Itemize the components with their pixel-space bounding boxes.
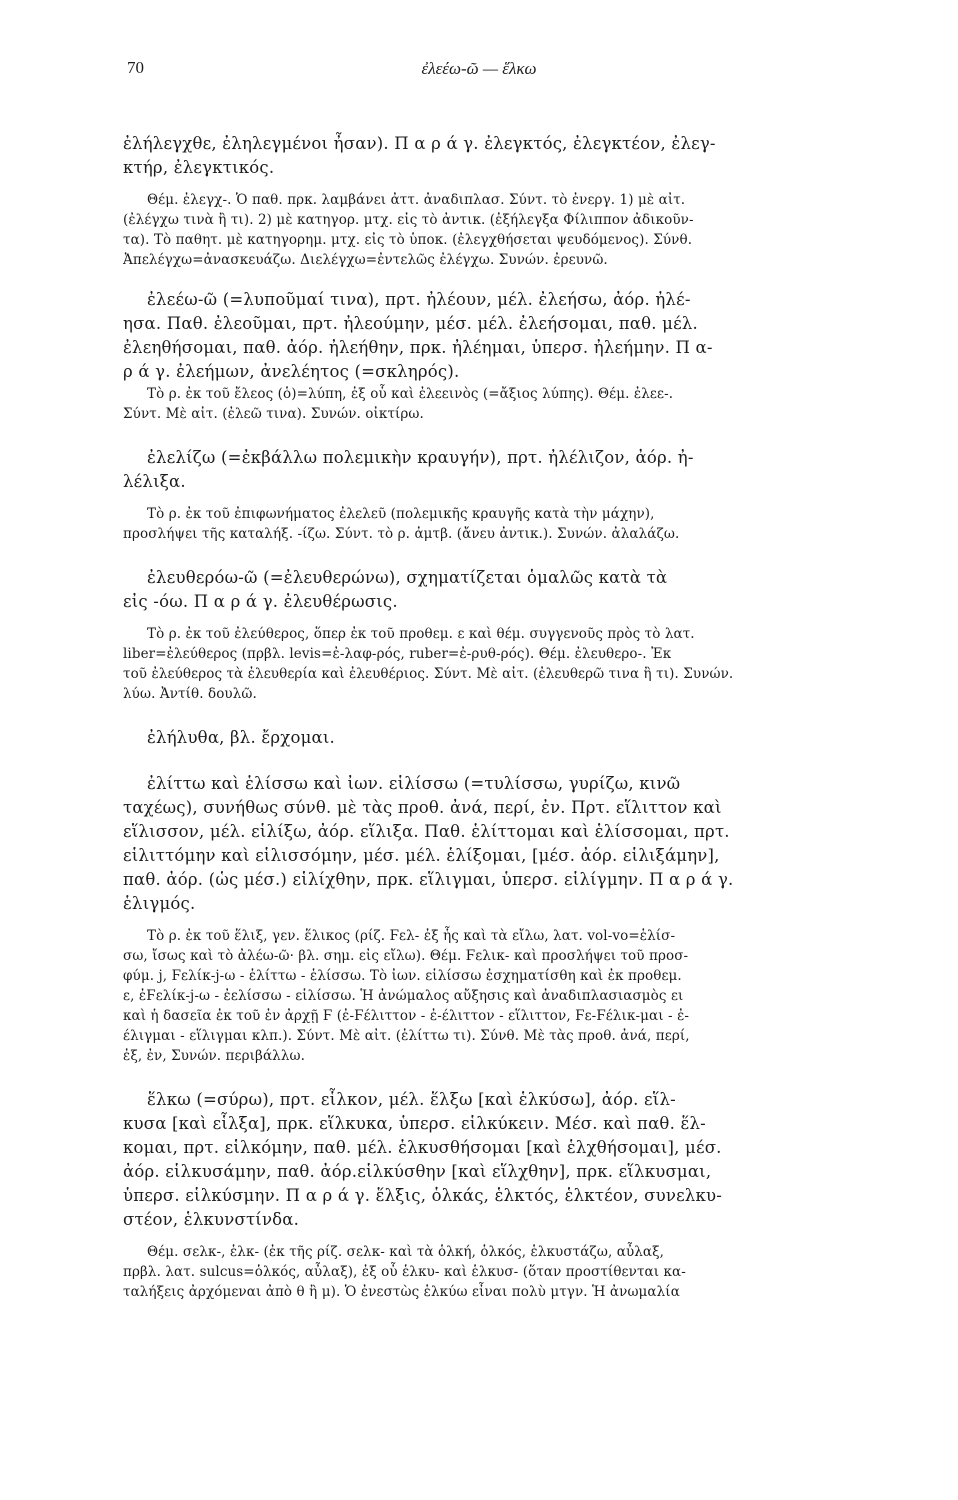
block-spacer	[123, 916, 879, 926]
text-line: ἀόρ. εἱλκυσάμην, παθ. ἀόρ.εἱλκύσθην [καὶ εἵλχθην], πρκ. εἵλκυσμαι,	[123, 1162, 712, 1181]
text-line: πρβλ. λατ. sulcus=ὁλκός, αὖλαξ), ἐξ οὗ ἑλκυ- καὶ ἑλκυσ- (ὅταν προστίθενται κα-	[123, 1264, 686, 1280]
text-line: ταλήξεις ἀρχόμεναι ἀπὸ θ ἢ μ). Ὁ ἐνεστὼς ἑλκύω εἶναι πολὺ μτγν. Ἡ ἀνωμαλία	[123, 1284, 680, 1300]
text-line: Τὸ ρ. ἐκ τοῦ ἕλιξ, γεν. ἕλικος (ρίζ. Ϝελ- ἐξ ἧς καὶ τὰ εἴλω, λατ. vol-vo=ἑλίσ-	[147, 928, 676, 944]
page-number: 70	[127, 58, 144, 77]
text-block	[123, 132, 879, 180]
text-line: ρ ά γ. ἐλεήμων, ἀνελέητος (=σκληρός).	[123, 362, 460, 381]
text-line: ἕλκω (=σύρω), πρτ. εἷλκον, μέλ. ἕλξω [καὶ ἑλκύσω], ἀόρ. εἵλ-	[147, 1090, 676, 1109]
block-spacer	[123, 270, 879, 288]
text-line: ἐλελίζω (=ἐκβάλλω πολεμικὴν κραυγήν), πρτ. ἠλέλιζον, ἀόρ. ἠ-	[147, 448, 694, 467]
text-line: κομαι, πρτ. εἱλκόμην, παθ. μέλ. ἑλκυσθήσομαι [καὶ ἑλχθήσομαι], μέσ.	[123, 1138, 722, 1157]
text-line: Τὸ ρ. ἐκ τοῦ ἐλεύθερος, ὅπερ ἐκ τοῦ προθεμ. ε καὶ θέμ. συγγενοῦς πρὸς τὸ λατ.	[147, 626, 695, 642]
text-line: λύω. Ἀντίθ. δουλῶ.	[123, 686, 257, 702]
text-line: προσλήψει τῆς καταλήξ. -ίζω. Σύντ. τὸ ρ. ἀμτβ. (ἄνευ ἀντικ.). Συνών. ἀλαλάζω.	[123, 526, 680, 542]
block-spacer	[123, 180, 879, 190]
text-line: στέον, ἑλκυνστίνδα.	[123, 1210, 300, 1229]
text-line: τοῦ ἐλεύθερος τὰ ἐλευθερία καὶ ἐλευθέριος. Σύντ. Μὲ αἰτ. (ἐλευθερῶ τινα ἢ τι). Συνών.	[123, 666, 734, 682]
text-line: Σύντ. Μὲ αἰτ. (ἐλεῶ τινα). Συνών. οἰκτίρω.	[123, 406, 424, 422]
block-spacer	[123, 704, 879, 726]
text-block	[123, 446, 879, 494]
dictionary-text	[123, 132, 879, 1302]
block-spacer	[123, 1232, 879, 1242]
text-block	[123, 288, 879, 384]
text-line: ἐλήλεγχθε, ἐληλεγμένοι ἦσαν). Π α ρ ά γ. ἐλεγκτός, ἐλεγκτέον, ἐλεγ-	[123, 134, 716, 153]
text-block	[123, 1088, 879, 1232]
text-line: ἐλίττω καὶ ἑλίσσω καὶ ἰων. εἱλίσσω (=τυλίσσω, γυρίζω, κινῶ	[147, 774, 681, 793]
text-line: λέλιξα.	[123, 472, 186, 491]
text-block	[123, 726, 879, 750]
text-block	[123, 772, 879, 916]
text-line: (ἐλέγχω τινὰ ἢ τι). 2) μὲ κατηγορ. μτχ. εἰς τὸ ἀντικ. (ἐξήλεγξα Φίλιππον ἀδικοῦν-	[123, 212, 694, 228]
text-line: έλιγμαι - εἵλιγμαι κλπ.). Σύντ. Μὲ αἰτ. (ἑλίττω τι). Σύνθ. Μὲ τὰς προθ. ἀνά, περί,	[123, 1028, 690, 1044]
text-block	[123, 1242, 879, 1302]
text-line: Τὸ ρ. ἐκ τοῦ ἔλεος (ὁ)=λύπη, ἐξ οὗ καὶ ἐλεεινὸς (=ἄξιος λύπης). Θέμ. ἐλεε-.	[147, 386, 674, 402]
text-line: καὶ ἡ δασεῖα ἐκ τοῦ ἐν ἀρχῇ Ϝ (ἐ-Ϝέλιττον - ἐ-έλιττον - εἵλιττον, Ϝε-Ϝέλικ-μαι - ἐ-	[123, 1008, 690, 1024]
text-line: ἐλεέω-ῶ (=λυποῦμαί τινα), πρτ. ἠλέουν, μέλ. ἐλεήσω, ἀόρ. ἠλέ-	[147, 290, 691, 309]
text-line: κτήρ, ἐλεγκτικός.	[123, 158, 275, 177]
block-spacer	[123, 614, 879, 624]
text-line: Ἀπελέγχω=ἀνασκευάζω. Διελέγχω=ἐντελῶς ἐλέγχω. Συνών. ἐρευνῶ.	[123, 252, 608, 268]
text-line: σω, ἴσως καὶ τὸ ἀλέω-ῶ· βλ. σημ. εἰς εἴλω). Θέμ. Ϝελικ- καὶ προσλήψει τοῦ προσ-	[123, 948, 689, 964]
text-block	[123, 190, 879, 270]
text-line: εἱλιττόμην καὶ εἱλισσόμην, μέσ. μέλ. ἑλίξομαι, [μέσ. ἀόρ. εἱλιξάμην],	[123, 846, 720, 865]
text-line: ἐξ, ἐν, Συνών. περιβάλλω.	[123, 1048, 305, 1064]
text-line: ἐλεηθήσομαι, παθ. ἀόρ. ἠλεήθην, πρκ. ἠλέημαι, ὑπερσ. ἠλεήμην. Π α-	[123, 338, 713, 357]
text-line: εἵλισσον, μέλ. εἱλίξω, ἀόρ. εἵλιξα. Παθ. ἑλίττομαι καὶ ἑλίσσομαι, πρτ.	[123, 822, 730, 841]
text-block	[123, 384, 879, 424]
text-block	[123, 624, 879, 704]
text-line: Τὸ ρ. ἐκ τοῦ ἐπιφωνήματος ἐλελεῦ (πολεμικῆς κραυγῆς κατὰ τὴν μάχην),	[147, 506, 655, 522]
text-block	[123, 566, 879, 614]
text-line: εἰς -όω. Π α ρ ά γ. ἐλευθέρωσις.	[123, 592, 398, 611]
text-block	[123, 504, 879, 544]
block-spacer	[123, 544, 879, 566]
text-line: ἑλιγμός.	[123, 894, 196, 913]
text-line: ησα. Παθ. ἐλεοῦμαι, πρτ. ἠλεούμην, μέσ. μέλ. ἐλεήσομαι, παθ. μέλ.	[123, 314, 698, 333]
text-line: ἐλήλυθα, βλ. ἔρχομαι.	[147, 728, 336, 747]
text-line: liber=ἐλεύθερος (πρβλ. levis=ἐ-λαφ-ρός, ruber=ἐ-ρυθ-ρός). Θέμ. ἐλευθερο-. Ἐκ	[123, 646, 672, 662]
text-line: τα). Τὸ παθητ. μὲ κατηγορημ. μτχ. εἰς τὸ ὑποκ. (ἐλεγχθήσεται ψευδόμενος). Σύνθ.	[123, 232, 693, 248]
text-line: Θέμ. ἐλεγχ-. Ὁ παθ. πρκ. λαμβάνει ἀττ. ἀναδιπλασ. Σύντ. τὸ ἐνεργ. 1) μὲ αἰτ.	[147, 192, 686, 208]
text-line: φύμ. j, Ϝελίκ-j-ω - ἑλίττω - ἑλίσσω. Τὸ ἰων. εἱλίσσω ἐσχηματίσθη καὶ ἐκ προθεμ.	[123, 968, 682, 984]
text-line: κυσα [καὶ εἷλξα], πρκ. εἵλκυκα, ὑπερσ. εἱλκύκειν. Μέσ. καὶ παθ. ἕλ-	[123, 1114, 706, 1133]
text-line: παθ. ἀόρ. (ὡς μέσ.) εἱλίχθην, πρκ. εἵλιγμαι, ὑπερσ. εἱλίγμην. Π α ρ ά γ.	[123, 870, 734, 889]
text-block	[123, 926, 879, 1066]
text-line: ταχέως), συνήθως σύνθ. μὲ τὰς προθ. ἀνά, περί, ἐν. Πρτ. εἵλιττον καὶ	[123, 798, 722, 817]
block-spacer	[123, 494, 879, 504]
text-line: ε, ἐϜελίκ-j-ω - ἐελίσσω - εἱλίσσω. Ἡ ἀνώμαλος αὔξησις καὶ ἀναδιπλασιασμὸς ει	[123, 988, 684, 1004]
block-spacer	[123, 424, 879, 446]
block-spacer	[123, 1066, 879, 1088]
text-line: Θέμ. σελκ-, ἑλκ- (ἐκ τῆς ρίζ. σελκ- καὶ τὰ ὁλκή, ὁλκός, ἑλκυστάζω, αὖλαξ,	[147, 1244, 665, 1260]
text-line: ὑπερσ. εἱλκύσμην. Π α ρ ά γ. ἕλξις, ὁλκάς, ἑλκτός, ἑλκτέον, συνελκυ-	[123, 1186, 722, 1205]
text-line: ἐλευθερόω-ῶ (=ἐλευθερώνω), σχηματίζεται ὁμαλῶς κατὰ τὰ	[147, 568, 668, 587]
block-spacer	[123, 750, 879, 772]
running-head: ἐλεέω-ῶ — ἕλκω	[421, 59, 537, 78]
